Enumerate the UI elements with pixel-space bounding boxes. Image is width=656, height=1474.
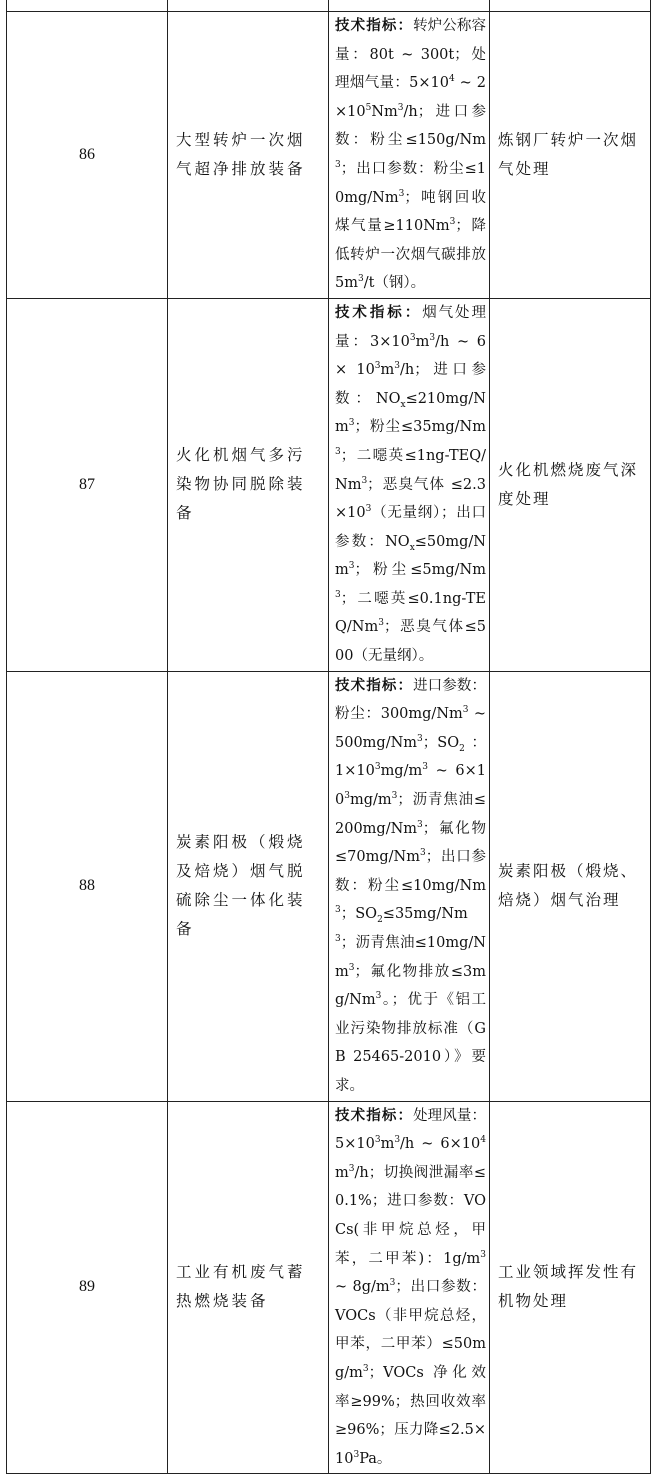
technical-indicators: 技术指标：处理风量：$5\times 10^3m^3/h$ ~ $6\times 10^4m^3/h$；切换阀泄漏率≤0.1%；进口参数：VOCs(非甲烷总烃，甲苯，二甲苯)：$1g/m^3$ ~ $8g/m^3$；出口参数：VOCs（非甲烷总烃，甲苯，二甲苯）$\le 50mg/m^3$；VOCs 净化效率≥99%；热回收效率≥96%；压力降$\le 2.5\times 10^3Pa$。 [329,1101,490,1474]
equipment-name: 大型转炉一次烟气超净排放装备 [168,12,329,299]
equipment-name: 炭素阳极（煅烧及焙烧）烟气脱硫除尘一体化装备 [168,671,329,1101]
row-number: 88 [7,671,168,1101]
equipment-table [6,0,651,1474]
application-field: 火化机燃烧废气深度处理 [490,298,651,671]
indicator-label: 技术指标： [335,676,414,694]
technical-indicators: 技术指标：烟气处理量：$3\times 10^3m^3/h$ ~ $6 \times 10^3m^3/h$；进口参数：$NO_x\le 210mg/Nm^3$；粉尘$\le 35mg/Nm^3$；二噁英$\le 1ng-TEQ/Nm^3$；恶臭气体 $\le 2.3\times 10^3$（无量纲）；出口参数：$NO_x\le 50mg/Nm^3$；粉尘$\le 5mg/Nm^3$；二噁英$\le 0.1ng-TEQ/Nm^3$；恶臭气体≤500（无量纲）。 [329,298,490,671]
table-row [7,298,651,671]
row-number: 86 [7,12,168,299]
technical-indicators: 技术指标：进口参数：粉尘：300mg/Nm$^3$ ~ 500mg/Nm$^3$；$SO_2$：$1\times 10^3mg/m^3$ ~ $6\times 10^3mg/m^3$；沥青焦油$\le 200mg/Nm^3$；氟化物$\le 70mg/Nm^3$；出口参数：粉尘$\le 10mg/Nm^3$；$SO_2\le 35mg/Nm^3$；沥青焦油$\le 10mg/Nm^3$；氟化物排放$\le 3mg/Nm^3$。；优于《铝工业污染物排放标准（GB 25465-2010）》要求。 [329,671,490,1101]
application-field: 炼钢厂转炉一次烟气处理 [490,12,651,299]
stub-cell [490,0,651,12]
application-field: 炭素阳极（煅烧、焙烧）烟气治理 [490,671,651,1101]
table-row [7,671,651,1101]
row-number: 87 [7,298,168,671]
table-row [7,1101,651,1474]
equipment-name: 工业有机废气蓄热燃烧装备 [168,1101,329,1474]
indicator-label: 技术指标： [335,17,414,34]
technical-indicators: 技术指标：转炉公称容量：80t ~ 300t；处理烟气量：$5\times 10^4$ ~ $2\times 10^5Nm^3/h$；进口参数：粉尘$\le 150g/Nm^3$；出口参数：粉尘$\le 10mg/Nm^3$；吨钢回收煤气量$\ge 110Nm^3$；降低转炉一次烟气碳排放 $5m^3/t$（钢）。 [329,12,490,299]
table-row-stub [7,0,651,12]
application-field: 工业领域挥发性有机物处理 [490,1101,651,1474]
indicator-label: 技术指标： [335,1106,414,1124]
indicator-label: 技术指标： [335,303,423,321]
stub-cell [168,0,329,12]
equipment-name: 火化机烟气多污染物协同脱除装备 [168,298,329,671]
stub-cell [329,0,490,12]
table-row [7,12,651,299]
stub-cell [7,0,168,12]
row-number: 89 [7,1101,168,1474]
